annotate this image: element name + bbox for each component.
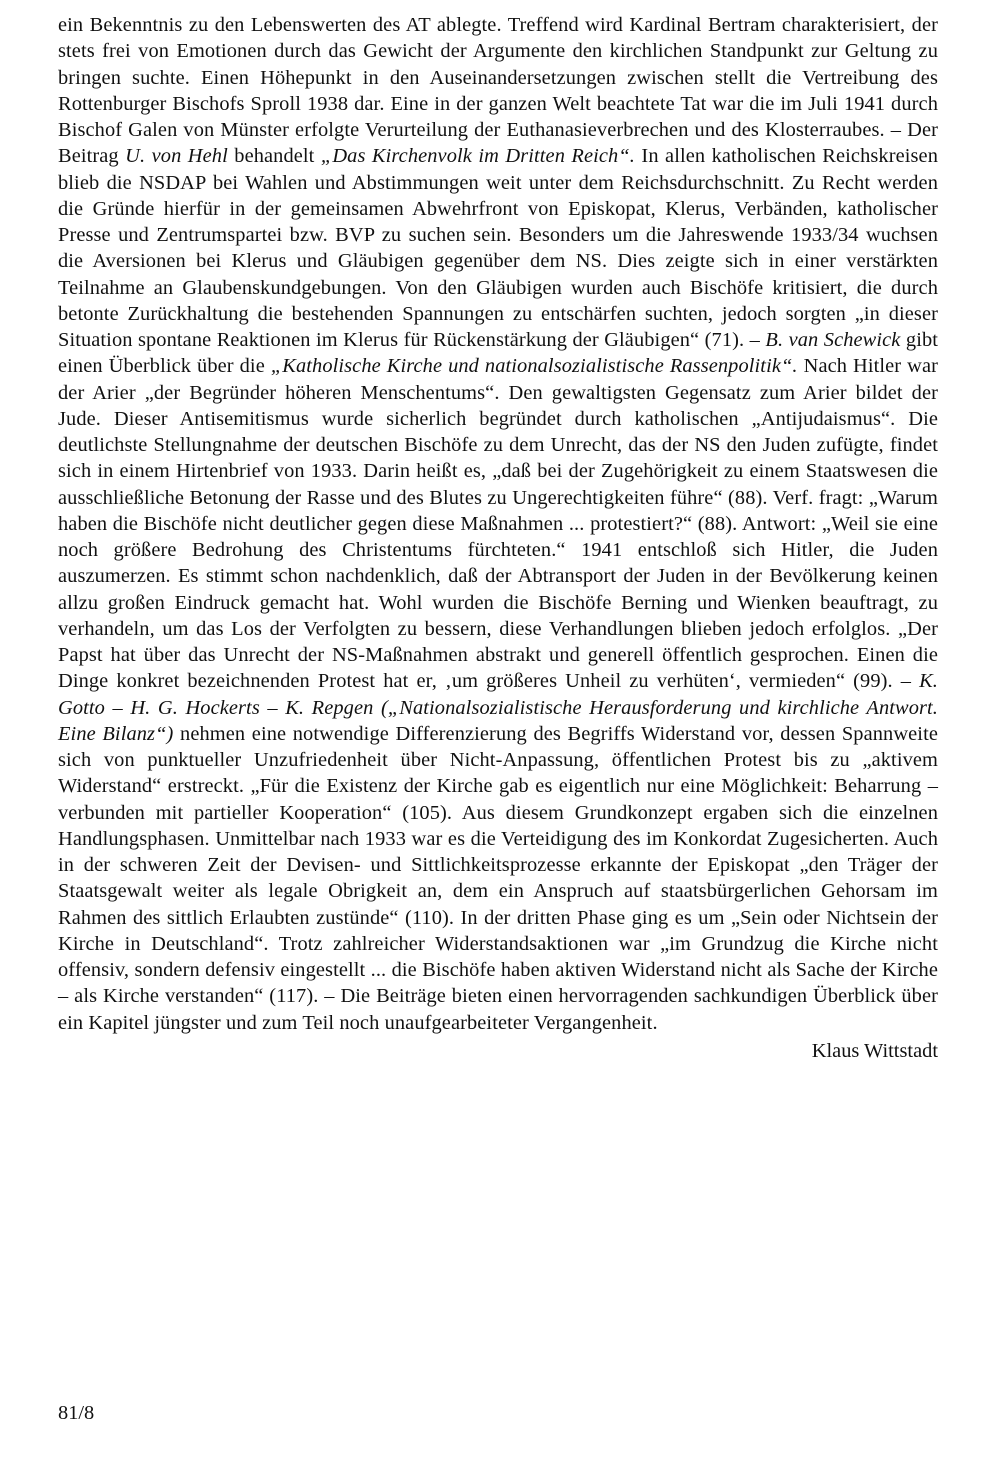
- body-segment: gibt einen Überblick über die: [58, 329, 939, 378]
- author-name-schewick: B. van Schewick: [765, 329, 901, 351]
- article-title-rassenpolitik: „Katholische Kirche und nationalsozialistische Rassenpolitik“.: [270, 355, 798, 378]
- page-number: 81/8: [58, 1402, 95, 1424]
- body-segment: ein Bekenntnis zu den Lebenswerten des AT ablegte. Treffend wird Kardinal Bertram charakterisiert, der stets frei von Emotionen durch das Gewicht der Argumente den kirchlichen Standpunkt zur Geltung zu bringen suchte. Einen Höhepunkt in den Auseinandersetzungen zwischen stellt die Vertreibung des Rottenburger Bischofs Sproll 1938 dar. Eine in der ganzen Welt beachtete Tat war die im Juli 1941 durch Bischof Galen von Münster erfolgte Verurteilung der Euthanasieverbrechen und des Klosterraubes. – Der Beitrag: [58, 14, 938, 168]
- body-segment: Nach Hitler war der Arier „der Begründer höheren Menschentums“. Den gewaltigsten Gegensatz zum Arier bildet der Jude. Dieser Antisemitismus wurde sicherlich begründet durch katholischen „Antijudaismus“. Die deutlichste Stellungnahme der deutschen Bischöfe zu dem Unrecht, das der NS den Juden zufügte, findet sich in einem Hirtenbrief von 1933. Darin heißt es, „daß bei der Zugehörigkeit zu einem Staatswesen die ausschließliche Betonung der Rasse und des Blutes zu Ungerechtigkeiten führe“ (88). Verf. fragt: „Warum haben die Bischöfe nicht deutlicher gegen diese Maßnahmen ... protestiert?“ (88). Antwort: „Weil sie eine noch größere Bedrohung des Christentums fürchteten.“ 1941 entschloß sich Hitler, die Juden auszumerzen. Es stimmt schon nachdenklich, daß der Abtransport der Juden in der Bevölkerung keinen allzu großen Eindruck gemacht hat. Wohl wurden die Bischöfe Berning und Wienken beauftragt, zu verhandeln, um das Los der Verfolgten zu bessern, diese Verhandlungen blieben jedoch erfolglos. „Der Papst hat über das Unrecht der NS-Maßnahmen abstrakt und generell öffentlich gesprochen. Einen die Dinge konkret bezeichnenden Protest hat er, ‚um größeres Unheil zu verhüten‘, vermieden“ (99). –: [58, 355, 939, 693]
- reviewer-signature: Klaus Wittstadt: [811, 1039, 938, 1062]
- review-body-paragraph: [58, 12, 938, 1036]
- body-segment: nehmen eine notwendige Differenzierung des Begriffs Widerstand vor, dessen Spannweite sich von punktueller Unzufriedenheit über Nicht-Anpassung, öffentlichen Protest bis zu „aktivem Widerstand“ erstreckt. „Für die Existenz der Kirche gab es eigentlich nur eine Möglichkeit: Beharrung – verbunden mit partieller Kooperation“ (105). Aus diesem Grundkonzept ergaben sich die einzelnen Handlungsphasen. Unmittelbar nach 1933 war es die Verteidigung des im Konkordat Zugesicherten. Auch in der schweren Zeit der Devisen- und Sittlichkeitsprozesse erkannte der Episkopat „den Träger der Staatsgewalt weiter als legale Obrigkeit an, dem ein Anspruch auf staatsbürgerlichen Gehorsam im Rahmen des sittlich Erlaubten zustünde“ (110). In der dritten Phase ging es um „Sein oder Nichtsein der Kirche in Deutschland“. Trotz zahlreicher Widerstandsaktionen war „im Grundzug die Kirche nicht offensiv, sondern defensiv eingestellt ... die Bischöfe haben aktiven Widerstand nicht als Sache der Kirche – als Kirche verstanden“ (117). – Die Beiträge bieten einen hervorragenden sachkundigen Überblick über ein Kapitel jüngster und zum Teil noch unaufgearbeiteter Vergangenheit.: [58, 722, 938, 1034]
- article-authors-and-title-bilanz: K. Gotto – H. G. Hockerts – K. Repgen („Nationalsozialistische Herausforderung und kirchliche Antwort. Eine Bilanz“): [58, 670, 938, 745]
- article-title-kirchenvolk: „Das Kirchenvolk im Dritten Reich“.: [320, 145, 635, 168]
- body-segment: behandelt: [227, 145, 321, 168]
- author-name-hehl: U. von Hehl: [125, 145, 228, 168]
- page-content: [58, 12, 938, 1064]
- body-segment: In allen katholischen Reichskreisen blieb die NSDAP bei Wahlen und Abstimmungen weit unter dem Reichsdurchschnitt. Zu Recht werden die Gründe hierfür in der gemeinsamen Abwehrfront von Episkopat, Klerus, Verbänden, katholischer Presse und Zentrumspartei bzw. BVP zu suchen sein. Besonders um die Jahreswende 1933/34 wuchsen die Aversionen bei Klerus und Gläubigen gegenüber dem NS. Dies zeigte sich in einer verstärkten Teilnahme an Glaubenskundgebungen. Von den Gläubigen wurden auch Bischöfe kritisiert, die durch betonte Zurückhaltung die bestehenden Spannungen zu entschärfen suchten, jedoch sorgten „in dieser Situation spontane Reaktionen im Klerus für Rückenstärkung der Gläubigen“ (71). –: [58, 145, 938, 351]
